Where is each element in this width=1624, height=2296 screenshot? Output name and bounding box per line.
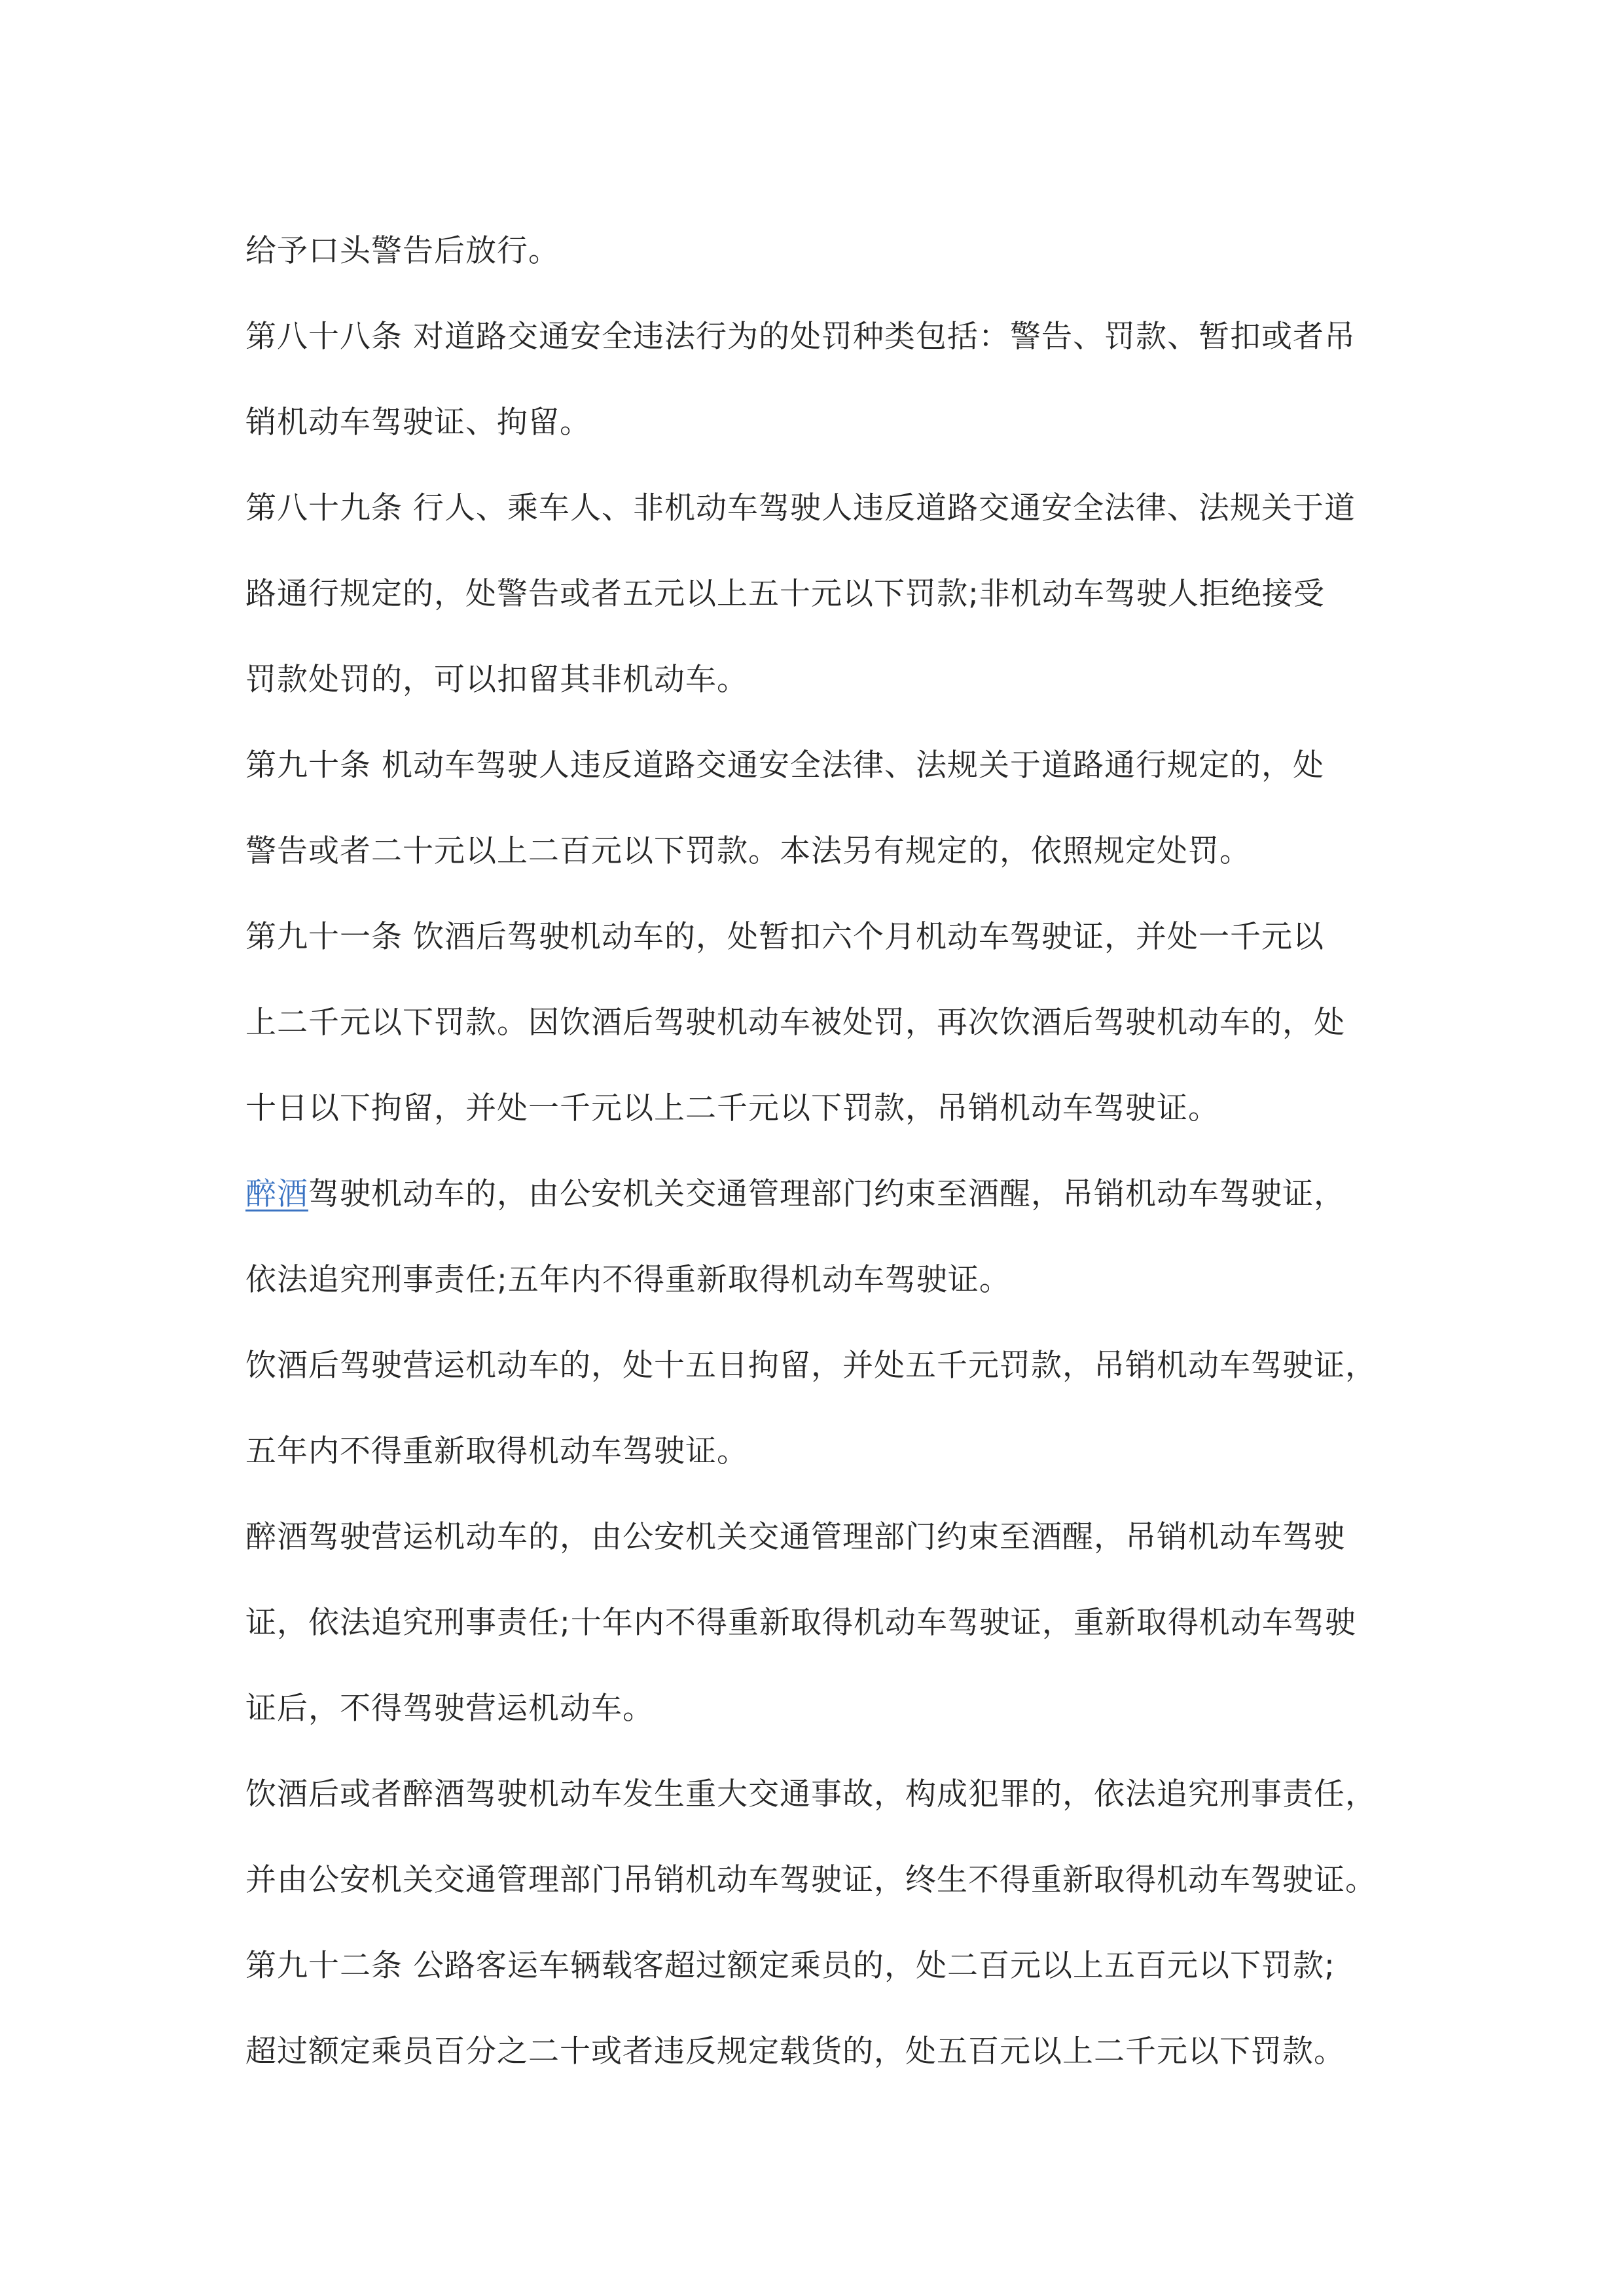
text-line: 上二千元以下罚款。因饮酒后驾驶机动车被处罚，再次饮酒后驾驶机动车的，处 bbox=[245, 1005, 1345, 1041]
text-line: 并由公安机关交通管理部门吊销机动车驾驶证，终生不得重新取得机动车驾驶证。 bbox=[245, 1862, 1377, 1898]
text-line: 饮酒后驾驶营运机动车的，处十五日拘留，并处五千元罚款，吊销机动车驾驶证， bbox=[245, 1348, 1377, 1384]
text-line: 醉酒驾驶营运机动车的，由公安机关交通管理部门约束至酒醒，吊销机动车驾驶 bbox=[245, 1519, 1345, 1555]
text-line: 第八十八条 对道路交通安全违法行为的处罚种类包括：警告、罚款、暂扣或者吊 bbox=[245, 319, 1356, 355]
document-body bbox=[245, 208, 1398, 2094]
text-line: 第九十条 机动车驾驶人违反道路交通安全法律、法规关于道路通行规定的，处 bbox=[245, 747, 1324, 783]
text-line: 五年内不得重新取得机动车驾驶证。 bbox=[245, 1433, 748, 1469]
text-line: 证后，不得驾驶营运机动车。 bbox=[245, 1691, 654, 1727]
text-line: 饮酒后或者醉酒驾驶机动车发生重大交通事故，构成犯罪的，依法追究刑事责任， bbox=[245, 1776, 1377, 1812]
text-line: 第九十二条 公路客运车辆载客超过额定乘员的，处二百元以上五百元以下罚款; bbox=[245, 1948, 1335, 1984]
text-line-rest: 驾驶机动车的，由公安机关交通管理部门约束至酒醒，吊销机动车驾驶证， bbox=[308, 1176, 1345, 1212]
text-line: 证，依法追究刑事责任;十年内不得重新取得机动车驾驶证，重新取得机动车驾驶 bbox=[245, 1605, 1356, 1641]
text-line: 十日以下拘留，并处一千元以上二千元以下罚款，吊销机动车驾驶证。 bbox=[245, 1090, 1219, 1126]
text-line: 第八十九条 行人、乘车人、非机动车驾驶人违反道路交通安全法律、法规关于道 bbox=[245, 490, 1356, 526]
text-line: 给予口头警告后放行。 bbox=[245, 233, 560, 269]
text-line-with-link bbox=[245, 1151, 1398, 1237]
text-line: 依法追究刑事责任;五年内不得重新取得机动车驾驶证。 bbox=[245, 1262, 1011, 1298]
text-line: 销机动车驾驶证、拘留。 bbox=[245, 404, 591, 440]
text-line: 第九十一条 饮酒后驾驶机动车的，处暂扣六个月机动车驾驶证，并处一千元以 bbox=[245, 919, 1324, 955]
text-line: 超过额定乘员百分之二十或者违反规定载货的，处五百元以上二千元以下罚款。 bbox=[245, 2034, 1345, 2070]
drunk-driving-link[interactable]: 醉酒 bbox=[245, 1176, 308, 1212]
text-line: 警告或者二十元以上二百元以下罚款。本法另有规定的，依照规定处罚。 bbox=[245, 833, 1251, 869]
text-line: 路通行规定的，处警告或者五元以上五十元以下罚款;非机动车驾驶人拒绝接受 bbox=[245, 576, 1325, 612]
text-line: 罚款处罚的，可以扣留其非机动车。 bbox=[245, 662, 748, 698]
